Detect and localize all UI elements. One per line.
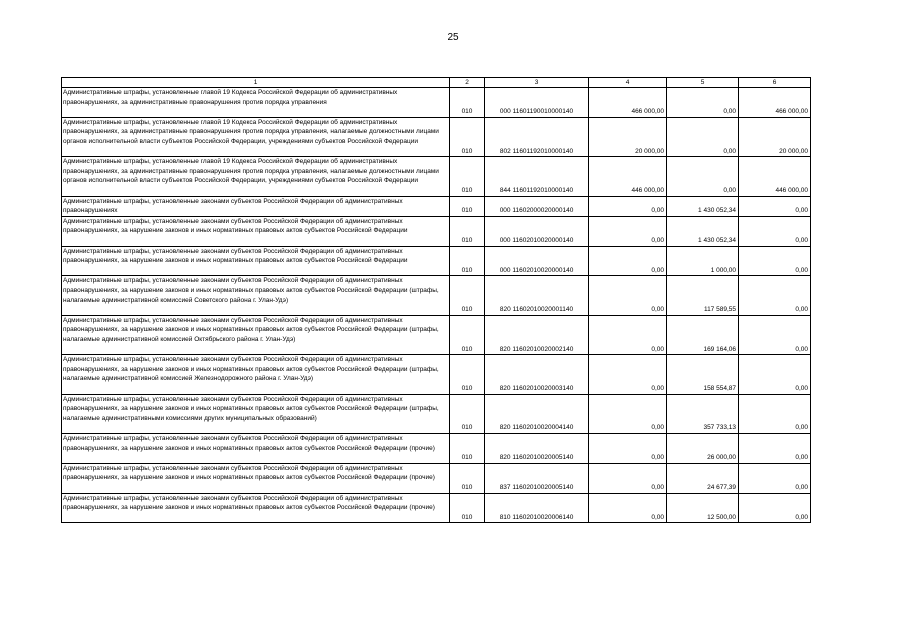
row-name-cell: Административные штрафы, установленные главой 19 Кодекса Российской Федерации об административных правонарушениях, за административные правонарушения против порядка управления, налагаемые должностными лицами органов исполнительной власти субъектов Российской Федерации, учреждениями субъектов Российской Федерации [62, 117, 450, 156]
table-row [62, 117, 811, 156]
row-col4-cell: 0,00 [589, 315, 667, 354]
row-code-cell: 010 [450, 117, 485, 156]
row-name-cell: Административные штрафы, установленные законами субъектов Российской Федерации об административных правонарушениях, за нарушение законов и иных нормативных правовых актов субъектов Российской Федерации [62, 246, 450, 276]
row-col5-cell: 158 554,87 [667, 355, 739, 394]
row-code-cell: 010 [450, 196, 485, 216]
row-name-cell: Административные штрафы, установленные законами субъектов Российской Федерации об административных правонарушениях, за нарушение законов и иных нормативных правовых актов субъектов Российской Федерации (штрафы, налагаемые административной комиссией Железнодорожного района г. Улан-Удэ) [62, 355, 450, 394]
row-col4-cell: 0,00 [589, 196, 667, 216]
row-col6-cell: 0,00 [739, 196, 811, 216]
row-kbk-cell: 000 11602000020000140 [485, 196, 589, 216]
row-col5-cell: 1 430 052,34 [667, 216, 739, 246]
row-col6-cell: 0,00 [739, 493, 811, 523]
table-row [62, 394, 811, 433]
row-name-cell: Административные штрафы, установленные законами субъектов Российской Федерации об административных правонарушениях, за нарушение законов и иных нормативных правовых актов субъектов Российской Федерации (прочие) [62, 493, 450, 523]
table-row [62, 88, 811, 118]
row-col4-cell: 0,00 [589, 433, 667, 463]
row-col6-cell: 0,00 [739, 276, 811, 315]
row-col4-cell: 0,00 [589, 276, 667, 315]
row-kbk-cell: 820 11602010020002140 [485, 315, 589, 354]
row-col6-cell: 446 000,00 [739, 157, 811, 196]
row-kbk-cell: 820 11602010020005140 [485, 433, 589, 463]
row-code-cell: 010 [450, 493, 485, 523]
row-col4-cell: 0,00 [589, 246, 667, 276]
table-body [62, 88, 811, 523]
row-col4-cell: 0,00 [589, 463, 667, 493]
row-col5-cell: 0,00 [667, 117, 739, 156]
table-row [62, 463, 811, 493]
header-row [62, 78, 811, 88]
row-code-cell: 010 [450, 394, 485, 433]
row-col6-cell: 0,00 [739, 246, 811, 276]
row-name-cell: Административные штрафы, установленные законами субъектов Российской Федерации об административных правонарушениях, за нарушение законов и иных нормативных правовых актов субъектов Российской Федерации [62, 216, 450, 246]
row-code-cell: 010 [450, 216, 485, 246]
row-col4-cell: 0,00 [589, 355, 667, 394]
row-col5-cell: 169 164,06 [667, 315, 739, 354]
col-header-5: 5 [667, 78, 739, 88]
row-col5-cell: 24 677,39 [667, 463, 739, 493]
row-code-cell: 010 [450, 88, 485, 118]
row-code-cell: 010 [450, 355, 485, 394]
table-row [62, 216, 811, 246]
row-col4-cell: 0,00 [589, 493, 667, 523]
table-row [62, 157, 811, 196]
row-col4-cell: 446 000,00 [589, 157, 667, 196]
row-col5-cell: 0,00 [667, 157, 739, 196]
row-col4-cell: 466 000,00 [589, 88, 667, 118]
row-col5-cell: 26 000,00 [667, 433, 739, 463]
table-row [62, 246, 811, 276]
row-kbk-cell: 000 11602010020000140 [485, 246, 589, 276]
row-col6-cell: 0,00 [739, 216, 811, 246]
table-row [62, 196, 811, 216]
row-name-cell: Административные штрафы, установленные законами субъектов Российской Федерации об административных правонарушениях, за нарушение законов и иных нормативных правовых актов субъектов Российской Федерации (штрафы, налагаемые административной комиссией Советского района г. Улан-Удэ) [62, 276, 450, 315]
row-col6-cell: 0,00 [739, 355, 811, 394]
row-kbk-cell: 000 11602010020000140 [485, 216, 589, 246]
row-name-cell: Административные штрафы, установленные главой 19 Кодекса Российской Федерации об административных правонарушениях, за административные правонарушения против порядка управления [62, 88, 450, 118]
table-row [62, 355, 811, 394]
col-header-3: 3 [485, 78, 589, 88]
row-kbk-cell: 820 11602010020001140 [485, 276, 589, 315]
row-name-cell: Административные штрафы, установленные законами субъектов Российской Федерации об административных правонарушениях, за нарушение законов и иных нормативных правовых актов субъектов Российской Федерации (штрафы, налагаемые административными комиссиями других муниципальных образований) [62, 394, 450, 433]
row-code-cell: 010 [450, 463, 485, 493]
row-col6-cell: 0,00 [739, 463, 811, 493]
row-code-cell: 010 [450, 315, 485, 354]
row-col6-cell: 20 000,00 [739, 117, 811, 156]
table-row [62, 276, 811, 315]
row-col6-cell: 0,00 [739, 315, 811, 354]
row-col5-cell: 1 430 052,34 [667, 196, 739, 216]
row-code-cell: 010 [450, 246, 485, 276]
row-col6-cell: 0,00 [739, 394, 811, 433]
row-col4-cell: 20 000,00 [589, 117, 667, 156]
row-name-cell: Административные штрафы, установленные законами субъектов Российской Федерации об административных правонарушениях, за нарушение законов и иных нормативных правовых актов субъектов Российской Федерации (штрафы, налагаемые административной комиссией Октябрьского района г. Улан-Удэ) [62, 315, 450, 354]
row-col5-cell: 357 733,13 [667, 394, 739, 433]
row-kbk-cell: 000 11601190010000140 [485, 88, 589, 118]
row-col4-cell: 0,00 [589, 216, 667, 246]
table-row [62, 433, 811, 463]
row-name-cell: Административные штрафы, установленные главой 19 Кодекса Российской Федерации об административных правонарушениях, за административные правонарушения против порядка управления, налагаемые должностными лицами органов исполнительной власти субъектов Российской Федерации, учреждениями субъектов Российской Федерации [62, 157, 450, 196]
row-kbk-cell: 810 11602010020006140 [485, 493, 589, 523]
table-row [62, 315, 811, 354]
table-row [62, 493, 811, 523]
row-kbk-cell: 820 11602010020003140 [485, 355, 589, 394]
row-kbk-cell: 844 11601192010000140 [485, 157, 589, 196]
row-kbk-cell: 820 11602010020004140 [485, 394, 589, 433]
col-header-4: 4 [589, 78, 667, 88]
row-col5-cell: 1 000,00 [667, 246, 739, 276]
row-col6-cell: 466 000,00 [739, 88, 811, 118]
col-header-6: 6 [739, 78, 811, 88]
page-number: 25 [447, 32, 459, 43]
row-kbk-cell: 837 11602010020005140 [485, 463, 589, 493]
row-code-cell: 010 [450, 433, 485, 463]
revenue-table [61, 77, 811, 523]
row-code-cell: 010 [450, 276, 485, 315]
row-col5-cell: 117 589,55 [667, 276, 739, 315]
row-col6-cell: 0,00 [739, 433, 811, 463]
row-code-cell: 010 [450, 157, 485, 196]
col-header-1: 1 [62, 78, 450, 88]
row-col5-cell: 12 500,00 [667, 493, 739, 523]
row-col4-cell: 0,00 [589, 394, 667, 433]
row-name-cell: Административные штрафы, установленные законами субъектов Российской Федерации об административных правонарушениях, за нарушение законов и иных нормативных правовых актов субъектов Российской Федерации (прочие) [62, 433, 450, 463]
row-col5-cell: 0,00 [667, 88, 739, 118]
row-name-cell: Административные штрафы, установленные законами субъектов Российской Федерации об административных правонарушениях, за нарушение законов и иных нормативных правовых актов субъектов Российской Федерации (прочие) [62, 463, 450, 493]
row-kbk-cell: 802 11601192010000140 [485, 117, 589, 156]
col-header-2: 2 [450, 78, 485, 88]
row-name-cell: Административные штрафы, установленные законами субъектов Российской Федерации об административных правонарушениях [62, 196, 450, 216]
